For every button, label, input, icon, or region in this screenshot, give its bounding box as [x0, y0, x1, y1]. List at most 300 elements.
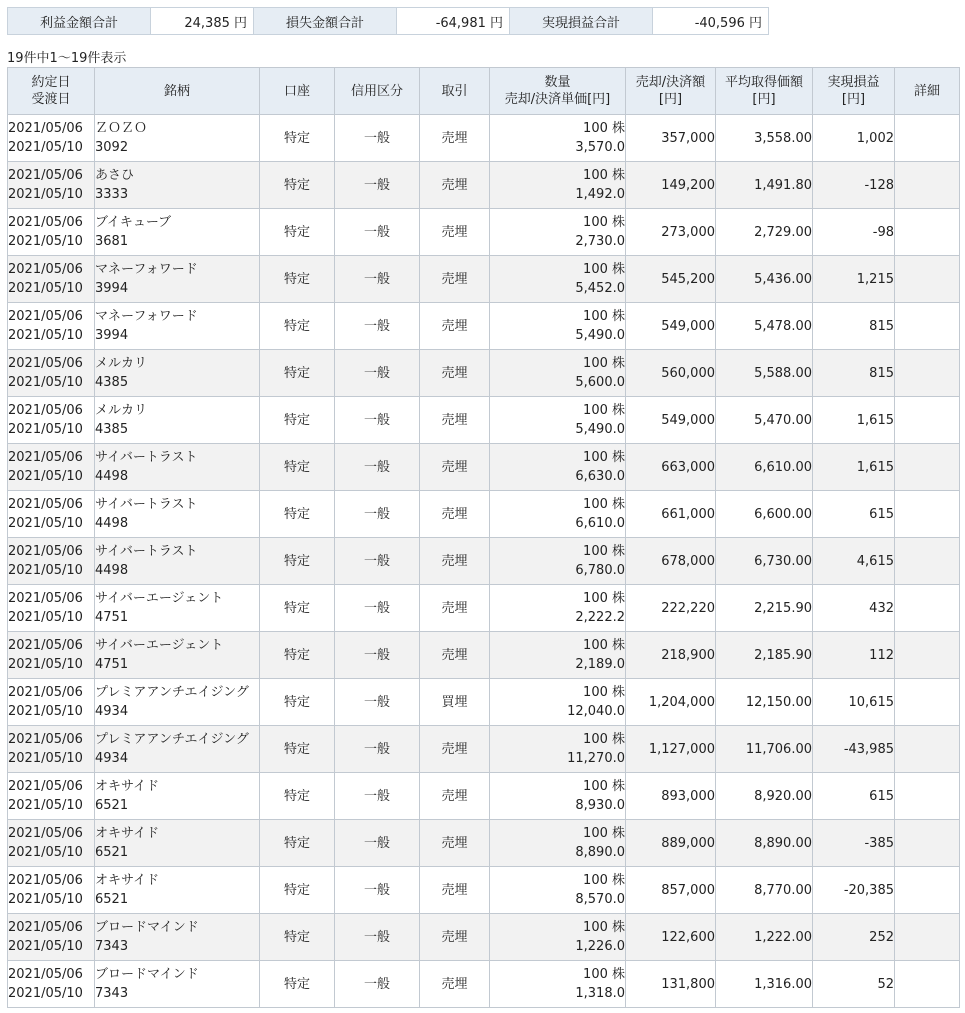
- realized-pl: 615: [813, 491, 895, 538]
- detail-cell: [895, 397, 960, 444]
- realized-pl: 1,615: [813, 397, 895, 444]
- settlement-amount: 1,127,000: [626, 726, 716, 773]
- header-trade: 取引: [420, 68, 490, 115]
- stock-name: プレミアアンチエイジング: [95, 685, 249, 700]
- stock-name: メルカリ: [95, 403, 148, 418]
- margin-type: 一般: [335, 726, 420, 773]
- average-cost: 6,610.00: [716, 444, 813, 491]
- stock-cell: [95, 162, 260, 209]
- account-type: 特定: [260, 773, 335, 820]
- account-type: 特定: [260, 538, 335, 585]
- trade-dates: [8, 961, 95, 1008]
- unit-price: 1,492.0: [575, 187, 625, 202]
- trade-dates: [8, 538, 95, 585]
- loss-total-label: 損失金額合計: [254, 8, 397, 35]
- realized-pl: 1,215: [813, 256, 895, 303]
- average-cost: 5,436.00: [716, 256, 813, 303]
- quantity-cell: [490, 914, 626, 961]
- unit-price: 8,570.0: [575, 892, 625, 907]
- average-cost: 2,185.90: [716, 632, 813, 679]
- trade-date: 2021/05/06: [8, 403, 83, 418]
- settlement-amount: 149,200: [626, 162, 716, 209]
- stock-cell: [95, 632, 260, 679]
- table-row: [8, 914, 960, 961]
- detail-cell: [895, 444, 960, 491]
- stock-cell: [95, 867, 260, 914]
- settlement-amount: 889,000: [626, 820, 716, 867]
- quantity: 100 株: [583, 450, 625, 465]
- stock-cell: [95, 303, 260, 350]
- stock-name: プレミアアンチエイジング: [95, 732, 249, 747]
- header-margin: 信用区分: [335, 68, 420, 115]
- table-row: [8, 397, 960, 444]
- trade-type: 売埋: [420, 726, 490, 773]
- detail-cell: [895, 256, 960, 303]
- trade-type: 売埋: [420, 397, 490, 444]
- detail-cell: [895, 491, 960, 538]
- stock-cell: [95, 444, 260, 491]
- quantity: 100 株: [583, 544, 625, 559]
- quantity-cell: [490, 632, 626, 679]
- stock-cell: [95, 726, 260, 773]
- trade-dates: [8, 397, 95, 444]
- stock-cell: [95, 914, 260, 961]
- realized-pl: 52: [813, 961, 895, 1008]
- account-type: 特定: [260, 585, 335, 632]
- stock-cell: [95, 115, 260, 162]
- table-row: [8, 820, 960, 867]
- realized-pl: -385: [813, 820, 895, 867]
- quantity: 100 株: [583, 873, 625, 888]
- quantity-cell: [490, 115, 626, 162]
- stock-cell: [95, 491, 260, 538]
- detail-cell: [895, 303, 960, 350]
- stock-name: メルカリ: [95, 356, 148, 371]
- unit-price: 11,270.0: [567, 751, 625, 766]
- margin-type: 一般: [335, 115, 420, 162]
- stock-cell: [95, 256, 260, 303]
- trade-date: 2021/05/06: [8, 826, 83, 841]
- detail-cell: [895, 350, 960, 397]
- trade-dates: [8, 491, 95, 538]
- average-cost: 1,491.80: [716, 162, 813, 209]
- unit-price: 3,570.0: [575, 140, 625, 155]
- trade-type: 売埋: [420, 914, 490, 961]
- settlement-date: 2021/05/10: [8, 563, 83, 578]
- table-row: [8, 726, 960, 773]
- table-row: [8, 773, 960, 820]
- settlement-amount: 122,600: [626, 914, 716, 961]
- trade-type: 買埋: [420, 679, 490, 726]
- settlement-date: 2021/05/10: [8, 234, 83, 249]
- average-cost: 12,150.00: [716, 679, 813, 726]
- trade-dates: [8, 867, 95, 914]
- quantity-cell: [490, 350, 626, 397]
- trade-date: 2021/05/06: [8, 638, 83, 653]
- margin-type: 一般: [335, 773, 420, 820]
- stock-cell: [95, 679, 260, 726]
- quantity-cell: [490, 162, 626, 209]
- stock-code: 4385: [95, 375, 129, 390]
- account-type: 特定: [260, 350, 335, 397]
- stock-cell: [95, 961, 260, 1008]
- trade-type: 売埋: [420, 961, 490, 1008]
- loss-total-value: -64,981 円: [397, 8, 510, 35]
- table-row: [8, 585, 960, 632]
- settlement-date: 2021/05/10: [8, 281, 83, 296]
- unit-price: 5,490.0: [575, 328, 625, 343]
- stock-cell: [95, 773, 260, 820]
- margin-type: 一般: [335, 679, 420, 726]
- realized-pl: -128: [813, 162, 895, 209]
- stock-code: 4385: [95, 422, 129, 437]
- margin-type: 一般: [335, 914, 420, 961]
- trade-type: 売埋: [420, 256, 490, 303]
- settlement-date: 2021/05/10: [8, 751, 83, 766]
- trade-type: 売埋: [420, 303, 490, 350]
- margin-type: 一般: [335, 350, 420, 397]
- trade-dates: [8, 162, 95, 209]
- account-type: 特定: [260, 444, 335, 491]
- margin-type: 一般: [335, 867, 420, 914]
- stock-cell: [95, 350, 260, 397]
- trade-date: 2021/05/06: [8, 920, 83, 935]
- trade-date: 2021/05/06: [8, 262, 83, 277]
- stock-code: 6521: [95, 845, 129, 860]
- stock-name: マネーフォワード: [95, 262, 198, 277]
- realized-pl: -43,985: [813, 726, 895, 773]
- unit-price: 6,610.0: [575, 516, 625, 531]
- stock-code: 7343: [95, 939, 129, 954]
- settlement-date: 2021/05/10: [8, 516, 83, 531]
- stock-code: 3994: [95, 281, 129, 296]
- header-name: 銘柄: [95, 68, 260, 115]
- trade-type: 売埋: [420, 585, 490, 632]
- trade-dates: [8, 444, 95, 491]
- quantity-cell: [490, 867, 626, 914]
- stock-code: 4498: [95, 469, 129, 484]
- account-type: 特定: [260, 820, 335, 867]
- quantity-cell: [490, 585, 626, 632]
- realized-pl: 10,615: [813, 679, 895, 726]
- average-cost: 11,706.00: [716, 726, 813, 773]
- unit-price: 2,222.2: [575, 610, 625, 625]
- trade-type: 売埋: [420, 350, 490, 397]
- trade-date: 2021/05/06: [8, 121, 83, 136]
- realized-pl: 615: [813, 773, 895, 820]
- settlement-date: 2021/05/10: [8, 140, 83, 155]
- margin-type: 一般: [335, 397, 420, 444]
- realized-pl: 1,615: [813, 444, 895, 491]
- trade-dates: [8, 585, 95, 632]
- table-row: [8, 867, 960, 914]
- account-type: 特定: [260, 209, 335, 256]
- account-type: 特定: [260, 491, 335, 538]
- settlement-date: 2021/05/10: [8, 657, 83, 672]
- stock-code: 3994: [95, 328, 129, 343]
- average-cost: 8,920.00: [716, 773, 813, 820]
- unit-price: 2,189.0: [575, 657, 625, 672]
- settlement-date: 2021/05/10: [8, 892, 83, 907]
- account-type: 特定: [260, 679, 335, 726]
- trade-date: 2021/05/06: [8, 732, 83, 747]
- detail-cell: [895, 585, 960, 632]
- settlement-date: 2021/05/10: [8, 939, 83, 954]
- average-cost: 8,770.00: [716, 867, 813, 914]
- stock-code: 4751: [95, 610, 129, 625]
- trade-dates: [8, 632, 95, 679]
- table-row: [8, 491, 960, 538]
- settlement-amount: 273,000: [626, 209, 716, 256]
- trade-type: 売埋: [420, 444, 490, 491]
- quantity: 100 株: [583, 685, 625, 700]
- trade-dates: [8, 350, 95, 397]
- settlement-date: 2021/05/10: [8, 422, 83, 437]
- margin-type: 一般: [335, 961, 420, 1008]
- stock-name: ＺＯＺＯ: [95, 121, 148, 136]
- table-row: [8, 350, 960, 397]
- quantity: 100 株: [583, 779, 625, 794]
- settlement-date: 2021/05/10: [8, 328, 83, 343]
- quantity-cell: [490, 491, 626, 538]
- stock-name: マネーフォワード: [95, 309, 198, 324]
- average-cost: 5,478.00: [716, 303, 813, 350]
- trade-dates: [8, 115, 95, 162]
- unit-price: 1,318.0: [575, 986, 625, 1001]
- trade-type: 売埋: [420, 773, 490, 820]
- table-row: [8, 162, 960, 209]
- realized-pl: 112: [813, 632, 895, 679]
- table-row: [8, 115, 960, 162]
- quantity-cell: [490, 303, 626, 350]
- trade-type: 売埋: [420, 538, 490, 585]
- table-row: [8, 209, 960, 256]
- stock-name: サイバートラスト: [95, 544, 198, 559]
- margin-type: 一般: [335, 585, 420, 632]
- stock-cell: [95, 538, 260, 585]
- quantity: 100 株: [583, 638, 625, 653]
- header-detail: 詳細: [895, 68, 960, 115]
- trade-date: 2021/05/06: [8, 544, 83, 559]
- table-row: [8, 632, 960, 679]
- table-header-row: [8, 68, 960, 115]
- quantity: 100 株: [583, 262, 625, 277]
- margin-type: 一般: [335, 444, 420, 491]
- average-cost: 1,222.00: [716, 914, 813, 961]
- trade-type: 売埋: [420, 632, 490, 679]
- settlement-amount: 857,000: [626, 867, 716, 914]
- margin-type: 一般: [335, 820, 420, 867]
- quantity-cell: [490, 679, 626, 726]
- stock-name: サイバートラスト: [95, 497, 198, 512]
- average-cost: 5,588.00: [716, 350, 813, 397]
- stock-cell: [95, 209, 260, 256]
- realized-pl: 815: [813, 303, 895, 350]
- trade-date: 2021/05/06: [8, 168, 83, 183]
- average-cost: 6,730.00: [716, 538, 813, 585]
- header-average-cost: 平均取得価額 [円]: [716, 68, 813, 115]
- quantity: 100 株: [583, 215, 625, 230]
- quantity: 100 株: [583, 967, 625, 982]
- unit-price: 8,930.0: [575, 798, 625, 813]
- stock-name: あさひ: [95, 168, 135, 183]
- account-type: 特定: [260, 256, 335, 303]
- unit-price: 5,600.0: [575, 375, 625, 390]
- stock-code: 3333: [95, 187, 129, 202]
- stock-code: 3092: [95, 140, 129, 155]
- table-row: [8, 679, 960, 726]
- quantity-cell: [490, 773, 626, 820]
- trade-type: 売埋: [420, 115, 490, 162]
- trade-date: 2021/05/06: [8, 450, 83, 465]
- settlement-date: 2021/05/10: [8, 469, 83, 484]
- profit-total-label: 利益金額合計: [8, 8, 151, 35]
- settlement-amount: 893,000: [626, 773, 716, 820]
- trade-date: 2021/05/06: [8, 215, 83, 230]
- trade-dates: [8, 679, 95, 726]
- settlement-amount: 549,000: [626, 397, 716, 444]
- detail-cell: [895, 162, 960, 209]
- margin-type: 一般: [335, 162, 420, 209]
- margin-type: 一般: [335, 632, 420, 679]
- account-type: 特定: [260, 726, 335, 773]
- unit-price: 5,452.0: [575, 281, 625, 296]
- trade-dates: [8, 773, 95, 820]
- account-type: 特定: [260, 303, 335, 350]
- average-cost: 2,215.90: [716, 585, 813, 632]
- trade-type: 売埋: [420, 209, 490, 256]
- quantity: 100 株: [583, 591, 625, 606]
- quantity: 100 株: [583, 920, 625, 935]
- average-cost: 3,558.00: [716, 115, 813, 162]
- average-cost: 2,729.00: [716, 209, 813, 256]
- settlement-amount: 222,220: [626, 585, 716, 632]
- table-row: [8, 538, 960, 585]
- trade-date: 2021/05/06: [8, 873, 83, 888]
- account-type: 特定: [260, 632, 335, 679]
- quantity-cell: [490, 397, 626, 444]
- header-amount: 売却/決済額 [円]: [626, 68, 716, 115]
- header-quantity: 数量 売却/決済単価[円]: [490, 68, 626, 115]
- realized-pl: -98: [813, 209, 895, 256]
- settlement-amount: 661,000: [626, 491, 716, 538]
- account-type: 特定: [260, 867, 335, 914]
- detail-cell: [895, 115, 960, 162]
- detail-cell: [895, 538, 960, 585]
- stock-name: サイバーエージェント: [95, 638, 224, 653]
- settlement-amount: 131,800: [626, 961, 716, 1008]
- quantity-cell: [490, 961, 626, 1008]
- trade-date: 2021/05/06: [8, 779, 83, 794]
- stock-name: オキサイド: [95, 826, 160, 841]
- settlement-date: 2021/05/10: [8, 704, 83, 719]
- stock-cell: [95, 397, 260, 444]
- quantity: 100 株: [583, 168, 625, 183]
- quantity-cell: [490, 726, 626, 773]
- average-cost: 1,316.00: [716, 961, 813, 1008]
- settlement-date: 2021/05/10: [8, 845, 83, 860]
- trade-date: 2021/05/06: [8, 685, 83, 700]
- settlement-amount: 218,900: [626, 632, 716, 679]
- stock-code: 4934: [95, 751, 129, 766]
- stock-cell: [95, 820, 260, 867]
- trade-date: 2021/05/06: [8, 591, 83, 606]
- trade-date: 2021/05/06: [8, 967, 83, 982]
- account-type: 特定: [260, 397, 335, 444]
- realized-total-value: -40,596 円: [653, 8, 769, 35]
- quantity: 100 株: [583, 309, 625, 324]
- detail-cell: [895, 914, 960, 961]
- settlement-amount: 549,000: [626, 303, 716, 350]
- detail-cell: [895, 867, 960, 914]
- settlement-date: 2021/05/10: [8, 375, 83, 390]
- detail-cell: [895, 632, 960, 679]
- average-cost: 8,890.00: [716, 820, 813, 867]
- unit-price: 5,490.0: [575, 422, 625, 437]
- realized-pl: 1,002: [813, 115, 895, 162]
- stock-name: ブロードマインド: [95, 967, 199, 982]
- unit-price: 2,730.0: [575, 234, 625, 249]
- stock-name: オキサイド: [95, 779, 160, 794]
- settlement-amount: 545,200: [626, 256, 716, 303]
- unit-price: 6,630.0: [575, 469, 625, 484]
- trade-date: 2021/05/06: [8, 356, 83, 371]
- stock-code: 3681: [95, 234, 129, 249]
- quantity: 100 株: [583, 497, 625, 512]
- table-row: [8, 961, 960, 1008]
- realized-pl: 4,615: [813, 538, 895, 585]
- trade-date: 2021/05/06: [8, 497, 83, 512]
- stock-name: サイバートラスト: [95, 450, 198, 465]
- stock-code: 6521: [95, 892, 129, 907]
- trade-dates: [8, 820, 95, 867]
- realized-pl: 252: [813, 914, 895, 961]
- settlement-amount: 357,000: [626, 115, 716, 162]
- realized-pl: 432: [813, 585, 895, 632]
- settlement-date: 2021/05/10: [8, 187, 83, 202]
- trade-type: 売埋: [420, 491, 490, 538]
- quantity: 100 株: [583, 356, 625, 371]
- summary-table: [7, 7, 769, 35]
- header-realized-pl: 実現損益 [円]: [813, 68, 895, 115]
- quantity-cell: [490, 256, 626, 303]
- quantity: 100 株: [583, 732, 625, 747]
- quantity: 100 株: [583, 403, 625, 418]
- trade-dates: [8, 303, 95, 350]
- table-row: [8, 256, 960, 303]
- margin-type: 一般: [335, 256, 420, 303]
- detail-cell: [895, 961, 960, 1008]
- margin-type: 一般: [335, 491, 420, 538]
- stock-code: 7343: [95, 986, 129, 1001]
- margin-type: 一般: [335, 303, 420, 350]
- account-type: 特定: [260, 961, 335, 1008]
- unit-price: 8,890.0: [575, 845, 625, 860]
- account-type: 特定: [260, 115, 335, 162]
- quantity-cell: [490, 444, 626, 491]
- table-row: [8, 303, 960, 350]
- stock-code: 4498: [95, 563, 129, 578]
- account-type: 特定: [260, 162, 335, 209]
- stock-code: 4751: [95, 657, 129, 672]
- result-count: 19件中1～19件表示: [7, 51, 127, 66]
- trade-dates: [8, 726, 95, 773]
- stock-name: オキサイド: [95, 873, 160, 888]
- trade-type: 売埋: [420, 162, 490, 209]
- detail-cell: [895, 209, 960, 256]
- detail-cell: [895, 773, 960, 820]
- settlement-date: 2021/05/10: [8, 610, 83, 625]
